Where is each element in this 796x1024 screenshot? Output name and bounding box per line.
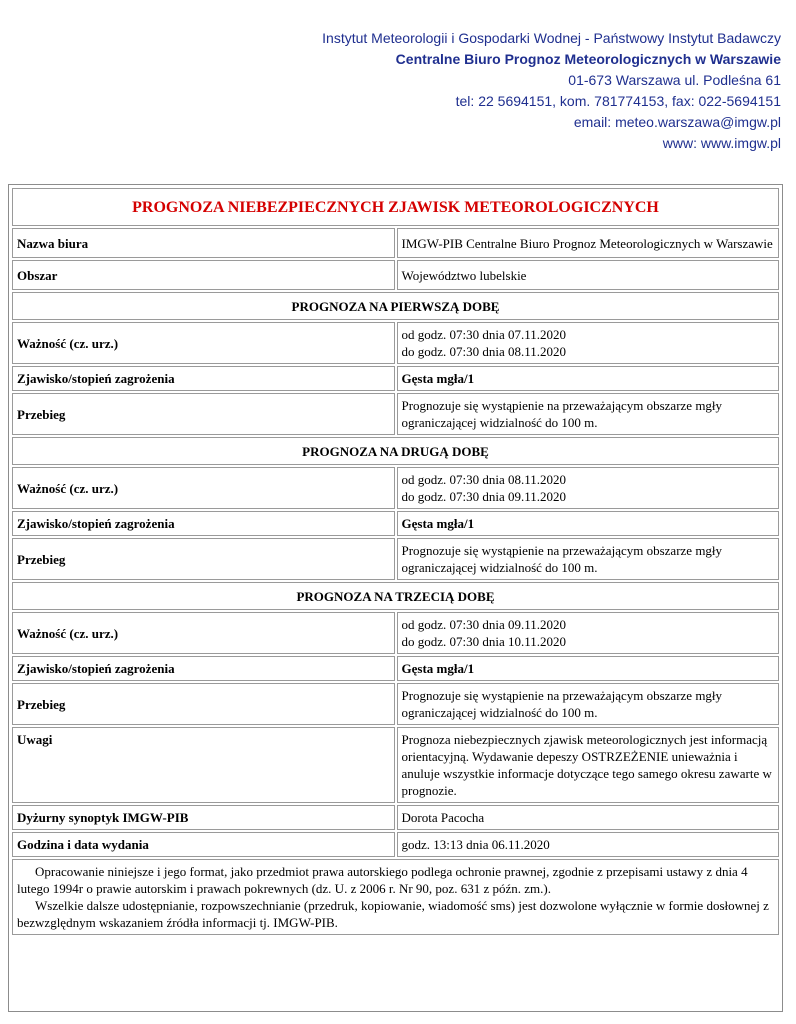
- validity-to: do godz. 07:30 dnia 08.11.2020: [401, 344, 567, 359]
- office-address: 01-673 Warszawa ul. Podleśna 61: [568, 72, 781, 88]
- table-row: [12, 832, 779, 857]
- validity-label: Ważność (cz. urz.): [12, 612, 395, 654]
- issued-value: godz. 13:13 dnia 06.11.2020: [397, 832, 780, 857]
- validity-value: [397, 322, 780, 364]
- table-row: [12, 467, 779, 509]
- table-row: [12, 805, 779, 830]
- validity-to: do godz. 07:30 dnia 09.11.2020: [401, 489, 567, 504]
- forecast-table: [10, 186, 781, 937]
- validity-from: od godz. 07:30 dnia 08.11.2020: [401, 472, 567, 487]
- forecast-document: [8, 184, 783, 1012]
- phenomenon-label: Zjawisko/stopień zagrożenia: [12, 511, 395, 536]
- remarks-label: Uwagi: [12, 727, 395, 803]
- validity-from: od godz. 07:30 dnia 07.11.2020: [401, 327, 567, 342]
- course-label: Przebieg: [12, 538, 395, 580]
- validity-value: [397, 612, 780, 654]
- office-value: IMGW-PIB Centralne Biuro Prognoz Meteorologicznych w Warszawie: [397, 228, 780, 258]
- table-row: [12, 228, 779, 258]
- table-row: [12, 656, 779, 681]
- office-email: email: meteo.warszawa@imgw.pl: [573, 114, 781, 130]
- phenomenon-label: Zjawisko/stopień zagrożenia: [12, 366, 395, 391]
- validity-label: Ważność (cz. urz.): [12, 322, 395, 364]
- day-2-heading: PROGNOZA NA DRUGĄ DOBĘ: [12, 437, 779, 465]
- area-label: Obszar: [12, 260, 395, 290]
- day-1-heading: PROGNOZA NA PIERWSZĄ DOBĘ: [12, 292, 779, 320]
- validity-to: do godz. 07:30 dnia 10.11.2020: [401, 634, 567, 649]
- table-row: [12, 260, 779, 290]
- course-label: Przebieg: [12, 393, 395, 435]
- remarks-value: Prognoza niebezpiecznych zjawisk meteorologicznych jest informacją orientacyjną. Wydawanie depeszy OSTRZEŻENIE unieważnia i anuluje wszystkie informacje dotyczące tego samego okresu zawarte w prognozie.: [397, 727, 780, 803]
- copyright-notice: [12, 859, 779, 935]
- office-name: Centralne Biuro Prognoz Meteorologicznych w Warszawie: [395, 51, 781, 67]
- institute-name: Instytut Meteorologii i Gospodarki Wodnej - Państwowy Instytut Badawczy: [322, 30, 781, 46]
- phenomenon-value: Gęsta mgła/1: [397, 366, 780, 391]
- phenomenon-value: Gęsta mgła/1: [397, 656, 780, 681]
- course-value: Prognozuje się wystąpienie na przeważającym obszarze mgły ograniczającej widzialność do 100 m.: [397, 683, 780, 725]
- forecaster-label: Dyżurny synoptyk IMGW-PIB: [12, 805, 395, 830]
- table-row: [12, 727, 779, 803]
- table-row: [12, 612, 779, 654]
- office-header: [322, 28, 781, 154]
- course-value: Prognozuje się wystąpienie na przeważającym obszarze mgły ograniczającej widzialność do 100 m.: [397, 393, 780, 435]
- table-row: [12, 538, 779, 580]
- table-row: [12, 393, 779, 435]
- office-website: www: www.imgw.pl: [662, 135, 781, 151]
- area-value: Województwo lubelskie: [397, 260, 780, 290]
- table-row: [12, 322, 779, 364]
- phenomenon-label: Zjawisko/stopień zagrożenia: [12, 656, 395, 681]
- table-row: [12, 683, 779, 725]
- forecaster-value: Dorota Pacocha: [397, 805, 780, 830]
- day-3-heading: PROGNOZA NA TRZECIĄ DOBĘ: [12, 582, 779, 610]
- table-row: [12, 366, 779, 391]
- table-row: [12, 511, 779, 536]
- course-label: Przebieg: [12, 683, 395, 725]
- redistribution-paragraph: Wszelkie dalsze udostępnianie, rozpowszechnianie (przedruk, kopiowanie, wiadomość sms) jest dozwolone wyłącznie w formie dosłownej z bezwzględnym wskazaniem źródła informacji tj. IMGW-PIB.: [17, 898, 769, 930]
- course-value: Prognozuje się wystąpienie na przeważającym obszarze mgły ograniczającej widzialność do 100 m.: [397, 538, 780, 580]
- issued-label: Godzina i data wydania: [12, 832, 395, 857]
- office-label: Nazwa biura: [12, 228, 395, 258]
- office-phone: tel: 22 5694151, kom. 781774153, fax: 022-5694151: [455, 93, 781, 109]
- validity-label: Ważność (cz. urz.): [12, 467, 395, 509]
- phenomenon-value: Gęsta mgła/1: [397, 511, 780, 536]
- validity-from: od godz. 07:30 dnia 09.11.2020: [401, 617, 567, 632]
- document-title: PROGNOZA NIEBEZPIECZNYCH ZJAWISK METEOROLOGICZNYCH: [12, 188, 779, 226]
- copyright-paragraph: Opracowanie niniejsze i jego format, jako przedmiot prawa autorskiego podlega ochronie prawnej, zgodnie z przepisami ustawy z dnia 4 lutego 1994r o prawie autorskim i prawach pokrewnych (dz. U. z 2006 r. Nr 90, poz. 631 z późn. zm.).: [17, 864, 748, 896]
- validity-value: [397, 467, 780, 509]
